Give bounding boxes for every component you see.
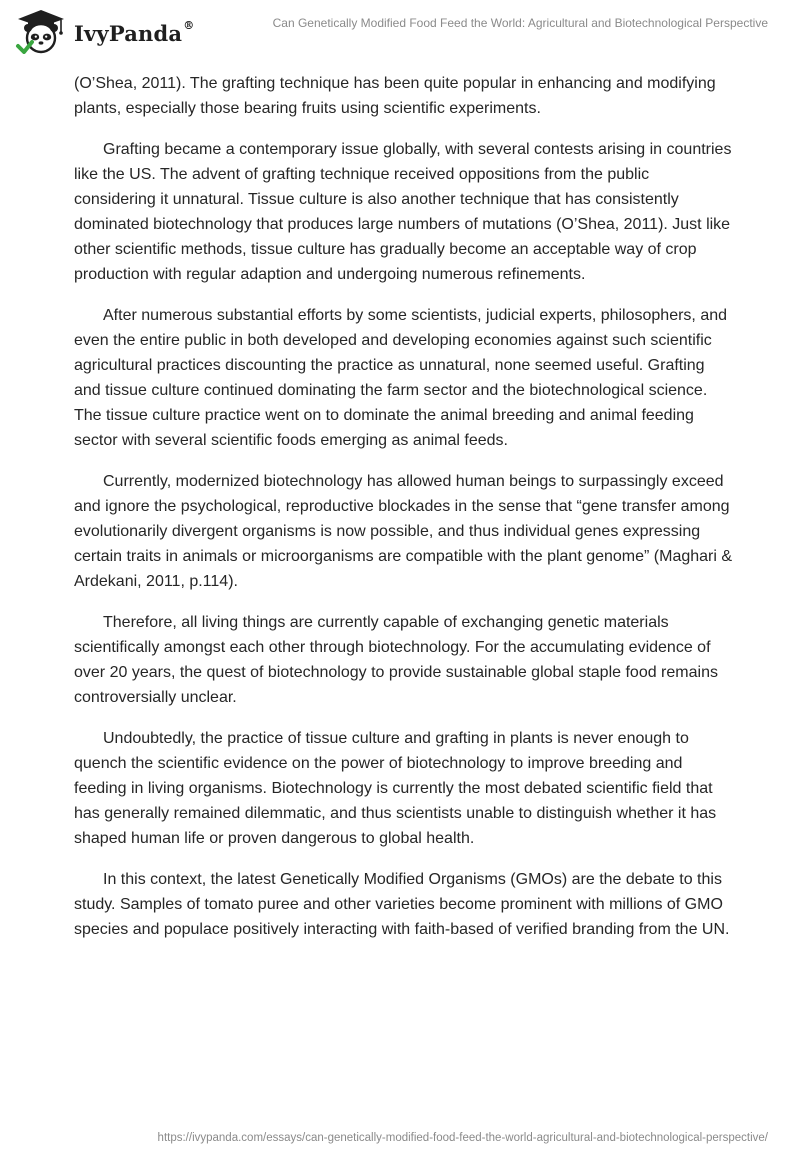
ivypanda-logo[interactable]	[14, 8, 194, 54]
paragraph: Currently, modernized biotechnology has allowed human beings to surpassingly exceed and ignore the psychological, reproductive blockades in the sense that “gene transfer among evolutionarily divergent organisms is now possible, and thus individual genes expressing certain traits in animals or microorganisms are compatible with the plant genome” (Maghari & Ardekani, 2011, p.114).	[74, 473, 733, 590]
registered-mark: ®	[183, 18, 195, 32]
paragraph: (O’Shea, 2011). The grafting technique has been quite popular in enhancing and modifying plants, especially those bearing fruits using scientific experiments.	[74, 75, 716, 117]
essay-body	[74, 71, 734, 958]
page-header	[0, 0, 800, 60]
paragraph: Undoubtedly, the practice of tissue culture and grafting in plants is never enough to quench the scientific evidence on the power of biotechnology to improve breeding and feeding in living organisms. Biotechnology is currently the most debated scientific field that has generally remained dilemmatic, and thus scientists unable to distinguish whether it has shaped human life or proven dangerous to global health.	[74, 730, 717, 847]
paragraph: Therefore, all living things are currently capable of exchanging genetic materials scientifically amongst each other through biotechnology. For the accumulating evidence of over 20 years, the quest of biotechnology to provide sustainable global staple food remains controversially unclear.	[74, 614, 718, 706]
paragraph: Grafting became a contemporary issue globally, with several contests arising in countries like the US. The advent of grafting technique received oppositions from the public considering it unnatural. Tissue culture is also another technique that has consistently dominated biotechnology that produces large numbers of mutations (O’Shea, 2011). Just like other scientific methods, tissue culture has gradually become an acceptable way of crop production with regular adaption and undergoing numerous refinements.	[74, 141, 732, 283]
document-title: Can Genetically Modified Food Feed the World: Agricultural and Biotechnological Perspective	[272, 16, 768, 30]
source-url[interactable]: https://ivypanda.com/essays/can-genetically-modified-food-feed-the-world-agricultural-and-biotechnological-perspective/	[157, 1132, 768, 1144]
paragraph: After numerous substantial efforts by some scientists, judicial experts, philosophers, and even the entire public in both developed and developing economies against such scientific agricultural practices discounting the practice as unnatural, none seemed useful. Grafting and tissue culture continued dominating the farm sector and the biotechnological science. The tissue culture practice went on to dominate the animal breeding and animal feeding sector with several scientific foods emerging as animal feeds.	[74, 307, 728, 449]
paragraph: In this context, the latest Genetically Modified Organisms (GMOs) are the debate to this study. Samples of tomato puree and other varieties become prominent with millions of GMO species and populace positively interacting with faith-based of verified branding from the UN.	[74, 871, 730, 938]
brand-name: IvyPanda®	[74, 18, 195, 46]
panda-graduate-logo-icon	[14, 8, 68, 54]
